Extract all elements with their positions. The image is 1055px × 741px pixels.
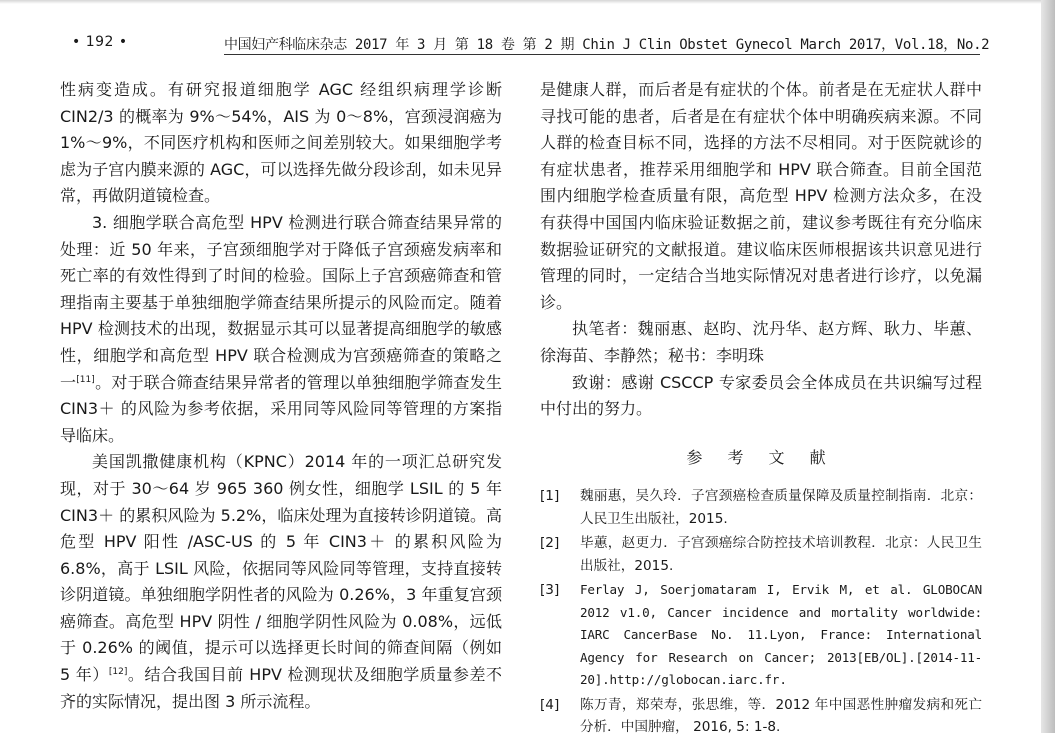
right-column — [540, 77, 982, 741]
acknowledgement: 致谢：感谢 CSCCP 专家委员会全体成员在共识编写过程中付出的努力。 — [540, 372, 982, 419]
reference-item: [2] 毕蕙，赵更力．子宫颈癌综合防控技术培训教程．北京：人民卫生出版社，2015. — [540, 535, 982, 574]
paragraph-agc-management: 性病变造成。有研究报道细胞学 AGC 经组织病理学诊断 CIN2/3 的概率为 9%～54%，AIS 为 0～8%，宫颈浸润癌为 1%～9%，不同医疗机构和医师之间差别较大。如果细胞学考虑为子宫内膜来源的 AGC，可以选择先做分段诊刮，如未见异常，再做阴道镜检查。 — [60, 80, 502, 206]
citation-12: [12] — [108, 667, 128, 678]
header-rule — [224, 54, 980, 55]
paragraph-cotesting-abnormal: 3. 细胞学联合高危型 HPV 检测进行联合筛查结果异常的处理：近 50 年来，子宫颈细胞学对于降低子宫颈癌发病率和死亡率的有效性得到了时间的检验。国际上子宫颈癌筛查和管理指南主要基于单独细胞学筛查结果所提示的风险而定。随着 HPV 检测技术的出现，数据显示其可以显著提高细胞学的敏感性，细胞学和高危型 HPV 联合检测成为宫颈癌筛查的策略之一[11]。对于联合筛查结果异常者的管理以单独细胞学筛查发生 CIN3＋ 的风险为参考依据，采用同等风险同等管理的方案指导临床。 — [60, 212, 502, 445]
running-header — [0, 32, 1040, 56]
reference-item: [1] 魏丽惠，吴久玲．子宫颈癌检查质量保障及质量控制指南．北京：人民卫生出版社，2015. — [540, 488, 982, 527]
journal-citation-line: 中国妇产科临床杂志 2017 年 3 月 第 18 卷 第 2 期 Chin J Clin Obstet Gynecol March 2017，Vol.18，No.2 — [224, 37, 990, 53]
paragraph-kpnc-study: 美国凯撒健康机构（KPNC）2014 年的一项汇总研究发现，对于 30～64 岁 965 360 例女性，细胞学 LSIL 的 5 年 CIN3＋ 的累积风险为 5.2%，临床处理为直接转诊阴道镜。高危型 HPV 阳性 /ASC-US 的 5 年 CIN3＋ 的累积风险为 6.8%，高于 LSIL 风险，依据同等风险同等管理，支持直接转诊阴道镜。单独细胞学阴性者的风险为 0.26%，3 年重复宫颈癌筛查。高危型 HPV 阴性 / 细胞学阴性风险为 0.08%，远低于 0.26% 的阈值，提示可以选择更长时间的筛查间隔（例如 5 年）[12]。结合我国目前 HPV 检测现状及细胞学质量参差不齐的实际情况，提出图 3 所示流程。 — [60, 452, 502, 711]
page-top-shadow — [0, 0, 1055, 4]
page-right-shadow — [1041, 0, 1055, 733]
citation-11: [11] — [76, 374, 95, 385]
reference-item: [4] 陈万青，郑荣寿，张思维，等．2012 年中国恶性肿瘤发病和死亡分析．中国肿瘤， 2016, 5: 1-8. — [540, 696, 982, 736]
references-list — [540, 485, 982, 739]
page-number: • 192 • — [72, 34, 128, 50]
reference-item: [3] Ferlay J, Soerjomataram I, Ervik M, et al. GLOBOCAN 2012 v1.0, Cancer incidence and mortality worldwide: IARC CancerBase No. 11.Lyon, France: International Agency for Research on Cancer; 2013[EB/OL].[2014-11-20].http://globocan.iarc.fr. — [540, 582, 982, 688]
paragraph-symptomatic-patients: 是健康人群，而后者是有症状的个体。前者是在无症状人群中寻找可能的患者，后者是在有症状个体中明确疾病来源。不同人群的检查目标不同，选择的方法不尽相同。对于医院就诊的有症状患者，推荐采用细胞学和 HPV 联合筛查。目前全国范围内细胞学检查质量有限，高危型 HPV 检测方法众多，在没有获得中国国内临床验证数据之前，建议参考既往有充分临床数据验证研究的文献报道。建议临床医师根据该共识意见进行管理的同时，一定结合当地实际情况对患者进行诊疗，以免漏诊。 — [540, 80, 982, 312]
references-heading: 参 考 文 献 — [686, 447, 836, 467]
left-column — [60, 77, 502, 715]
authors-line: 执笔者：魏丽惠、赵昀、沈丹华、赵方辉、耿力、毕蕙、徐海苗、李静然；秘书：李明珠 — [540, 319, 982, 365]
